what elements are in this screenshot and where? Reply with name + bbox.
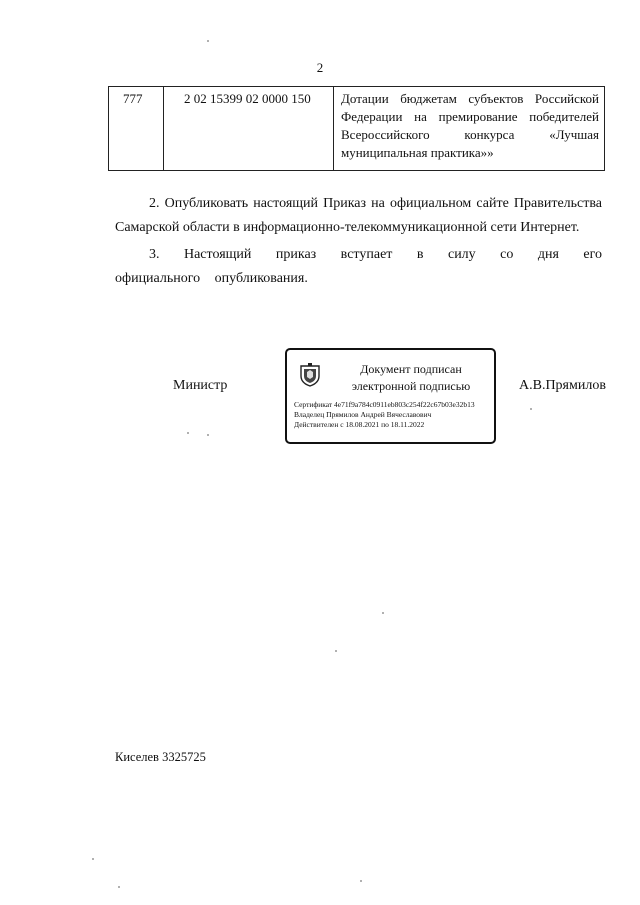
scan-speck [118,886,120,888]
scan-speck [530,408,532,410]
budget-table-row [108,86,605,171]
scan-speck [207,434,209,436]
admin-code-cell: 777 [109,87,164,170]
stamp-title [331,361,491,395]
electronic-signature-stamp [285,348,496,444]
scan-speck [360,880,362,882]
paragraph-effective: 3. Настоящий приказ вступает в силу со дня его официального опубликования. [115,247,602,286]
signatory-name: А.В.Прямилов [519,378,606,393]
scan-speck [335,650,337,652]
stamp-certificate: Сертификат 4e71f9a784c0911eb803c254f22c67b03e32b13 [294,400,475,409]
paragraph-publish: 2. Опубликовать настоящий Приказ на официальном сайте Правительства Самарской области в информационно-телекоммуникационной сети Интернет. [115,196,602,235]
scan-speck [187,432,189,434]
stamp-title-line2: электронной подписью [351,379,471,393]
signatory-position: Министр [173,378,228,393]
scan-speck [382,612,384,614]
revenue-description-cell [334,87,604,170]
scan-speck [92,858,94,860]
stamp-validity: Действителен с 18.08.2021 по 18.11.2022 [294,420,425,429]
executor-info: Киселев 3325725 [115,750,206,764]
stamp-owner: Владелец Прямилов Андрей Вячеславович [294,410,432,419]
kbk-code-cell: 2 02 15399 02 0000 150 [164,87,334,170]
page-number: 2 [316,60,324,75]
scan-speck [207,40,209,42]
coat-of-arms-icon [299,363,321,387]
stamp-title-line1: Документ подписан [360,362,462,376]
revenue-description-text: Дотации бюджетам субъектов Российской Федерации на премирование победителей Всероссийского конкурса «Лучшая муниципальная практика»» [341,91,599,160]
stamp-details [294,400,494,430]
